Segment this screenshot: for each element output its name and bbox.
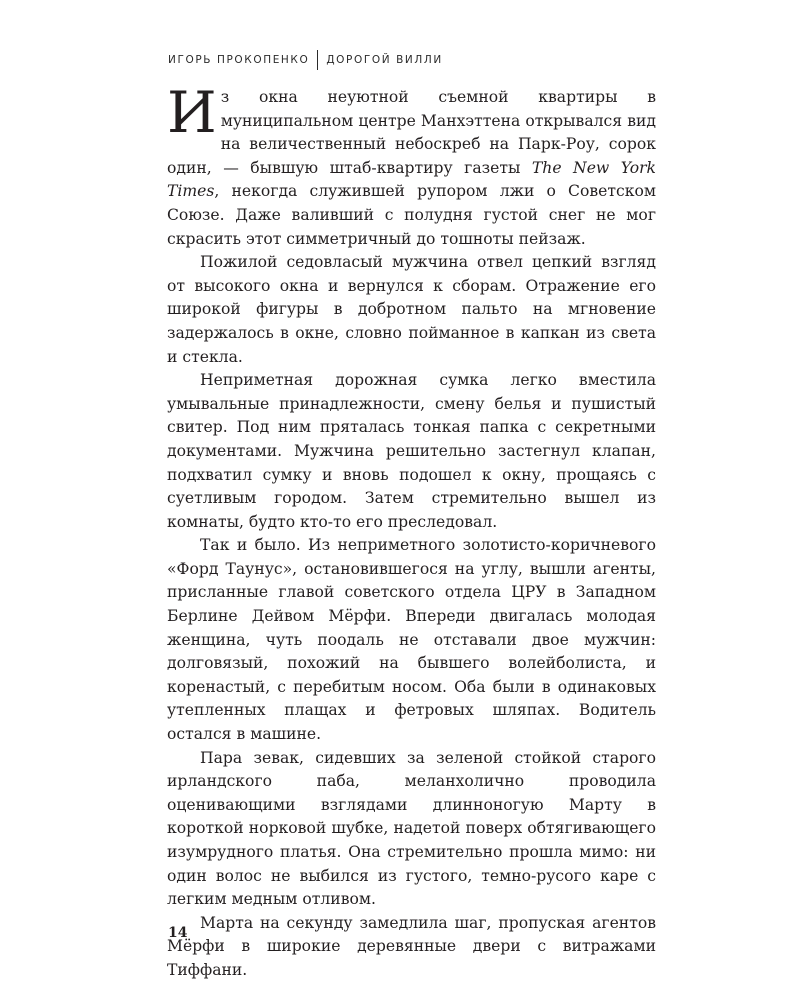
drop-cap: И <box>167 80 217 146</box>
newspaper-title: The New York Times <box>167 158 656 201</box>
header-author: ИГОРЬ ПРОКОПЕНКО <box>168 54 310 66</box>
body-text <box>167 80 656 983</box>
running-header <box>168 50 443 70</box>
paragraph-1 <box>167 80 656 251</box>
page-number: 14 <box>168 925 188 941</box>
paragraph-5: Пара зевак, сидевших за зеленой стойкой старого ирландского паба, меланхолично проводила оценивающими взглядами длинноногую Марту в короткой норковой шубке, надетой поверх обтягивающего изумрудного платья. Она стремительно прошла мимо: ни один волос не выбился из густого, темно-русого каре с легким медным отливом. <box>167 748 656 909</box>
paragraph-1-text-b: , некогда служившей рупором лжи о Советском Союзе. Даже валивший с полудня густой снег не мог скрасить этот симметричный до тошноты пейзаж. <box>167 182 656 248</box>
paragraph-6: Марта на секунду замедлила шаг, пропуская агентов Мёрфи в широкие деревянные двери с витражами Тиффани. <box>167 913 656 979</box>
paragraph-2: Пожилой седовласый мужчина отвел цепкий взгляд от высокого окна и вернулся к сборам. Отражение его широкой фигуры в добротном пальто на мгновение задержалось в окне, словно пойманное в капкан из света и стекла. <box>167 253 656 366</box>
header-title: ДОРОГОЙ ВИЛЛИ <box>326 54 443 66</box>
paragraph-4: Так и было. Из неприметного золотисто-коричневого «Форд Таунус», остановившегося на углу, вышли агенты, присланные главой советского отдела ЦРУ в Западном Берлине Дейвом Мёрфи. Впереди двигалась молодая женщина, чуть поодаль не отставали двое мужчин: долговязый, похожий на бывшего волейболиста, и коренастый, с перебитым носом. Оба были в одинаковых утепленных плащах и фетровых шляпах. Водитель остался в машине. <box>167 536 656 744</box>
paragraph-3: Неприметная дорожная сумка легко вместила умывальные принадлежности, смену белья и пушистый свитер. Под ним пряталась тонкая папка с секретными документами. Мужчина решительно застегнул клапан, подхватил сумку и вновь подошел к окну, прощаясь с суетливым городом. Затем стремительно вышел из комнаты, будто кто-то его преследовал. <box>167 371 656 531</box>
header-divider <box>317 50 318 70</box>
paragraph-1-text-a: з окна неуютной съемной квартиры в муниципальном центре Манхэттена открывался вид на величественный небоскреб на Парк-Роу, сорок один, — бывшую штаб-квартиру газеты <box>167 88 656 177</box>
